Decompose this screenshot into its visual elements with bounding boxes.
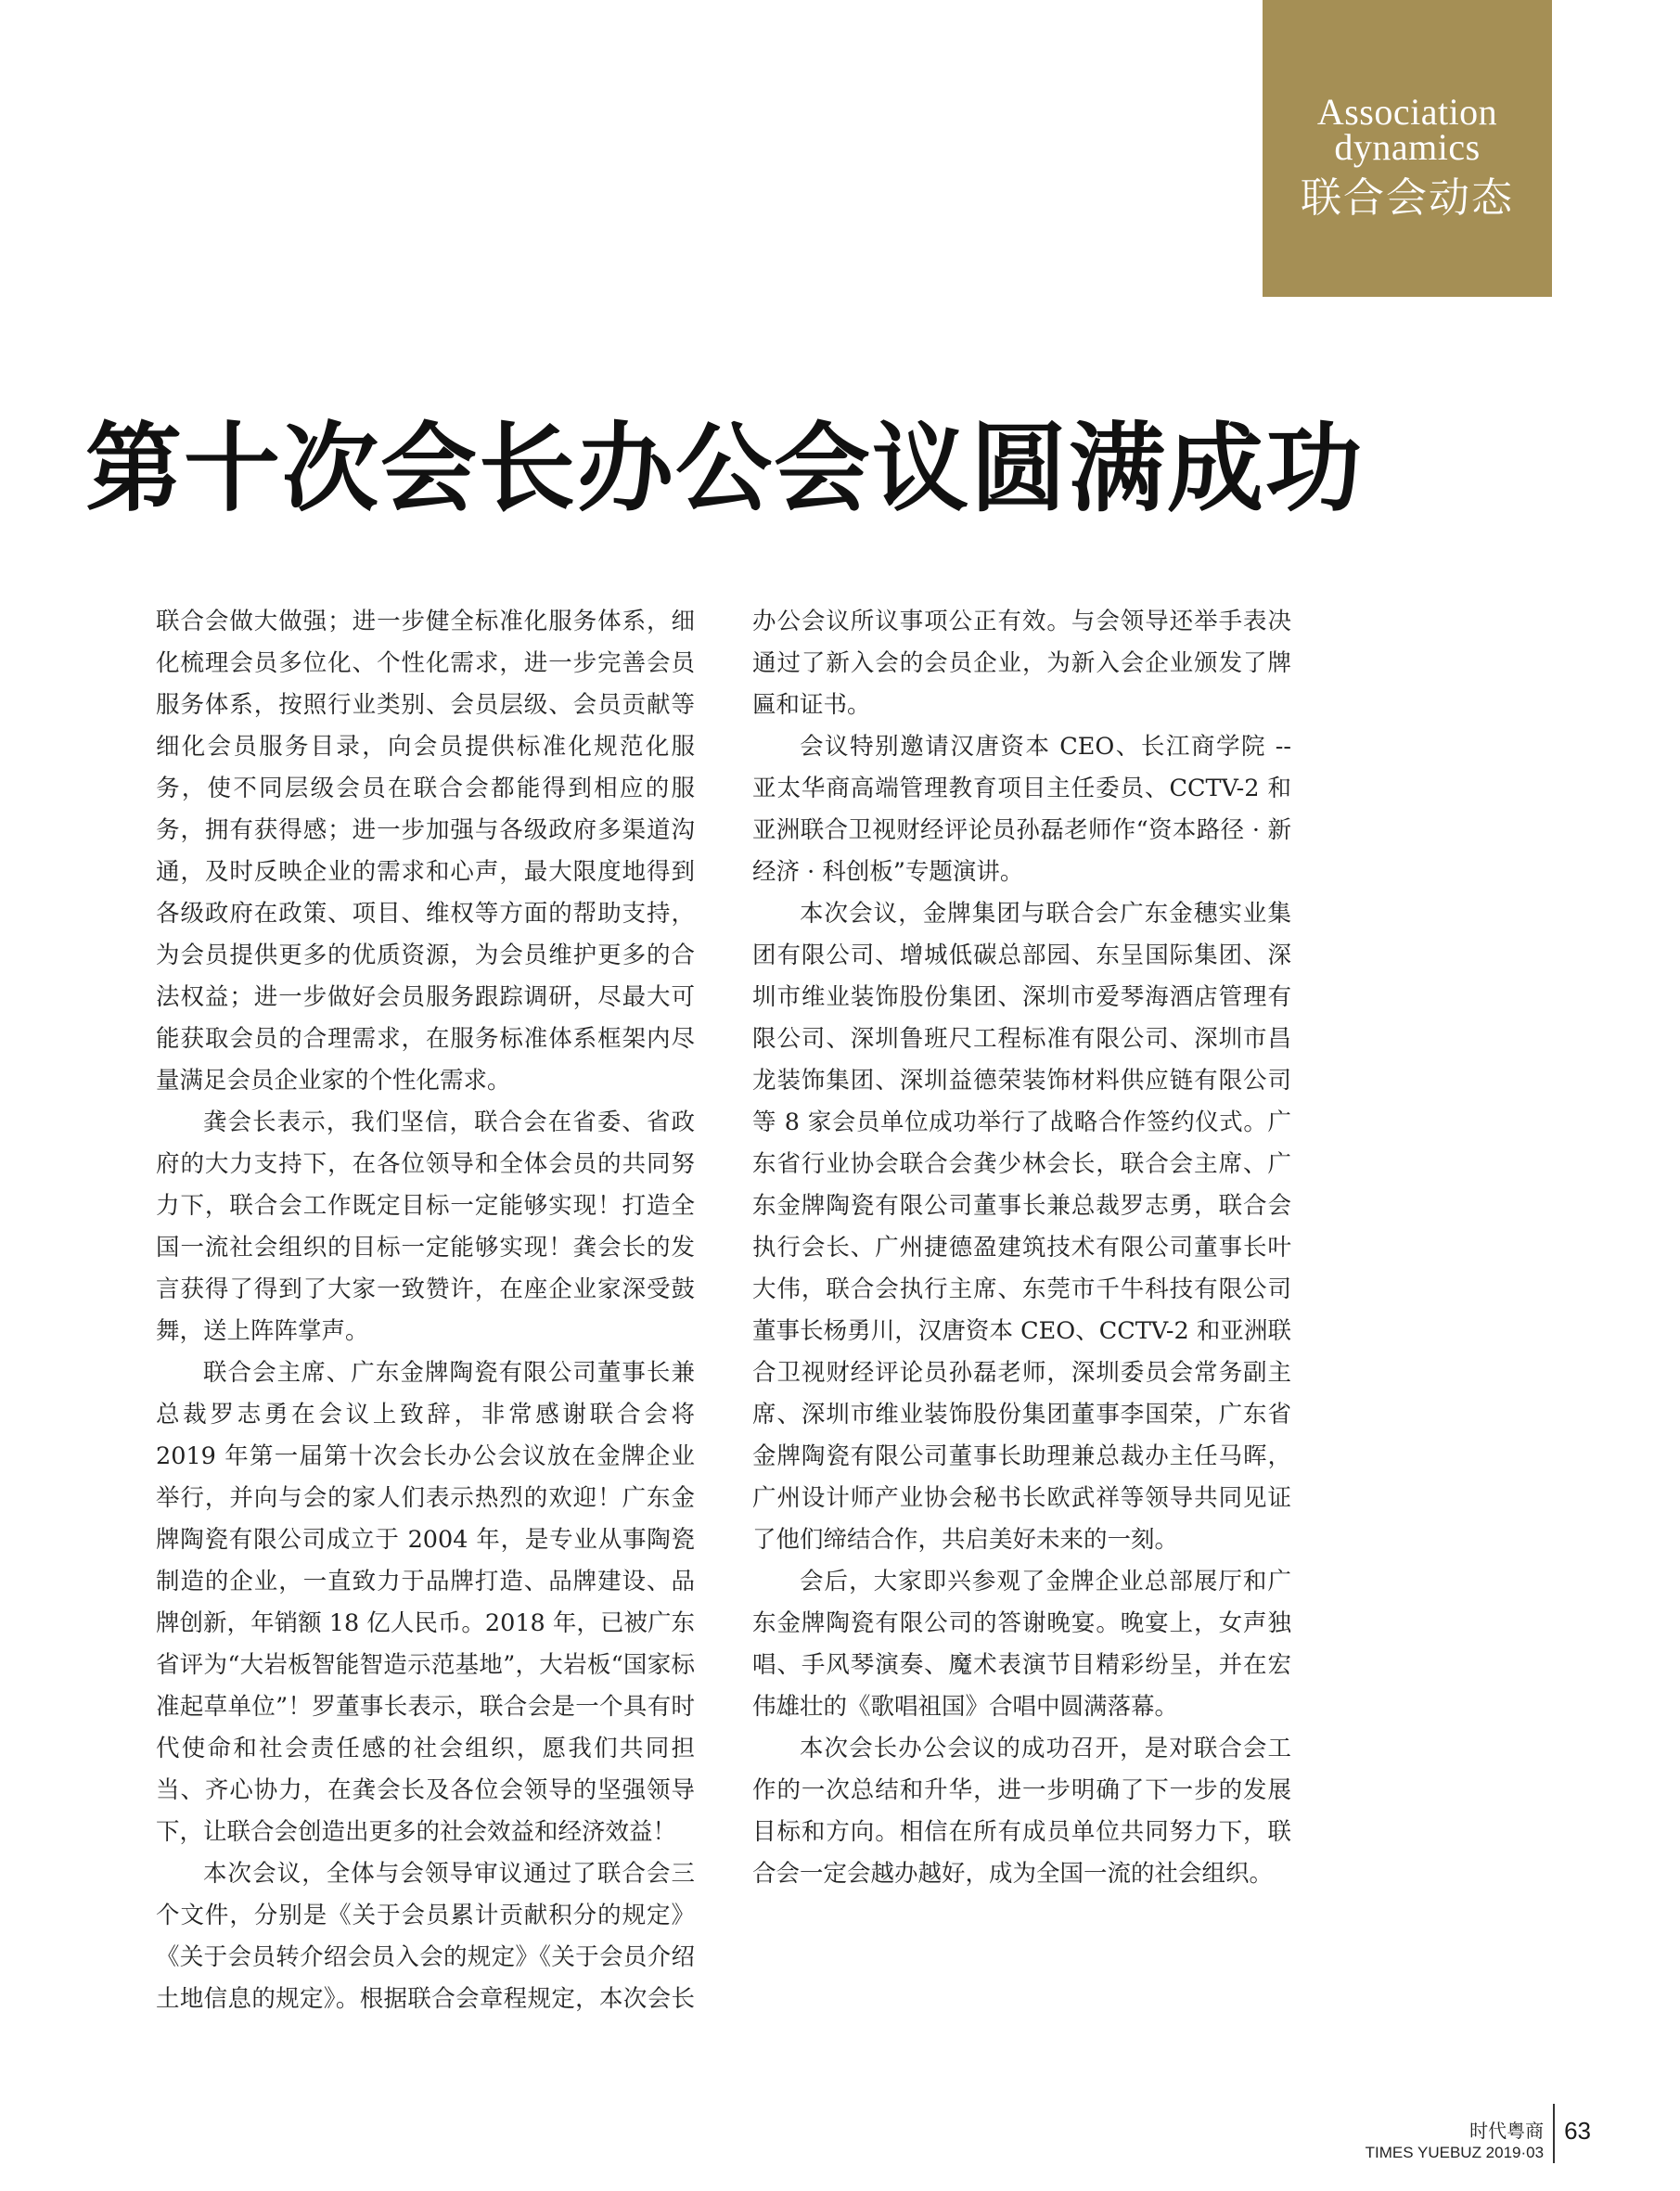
paragraph-5: 会议特别邀请汉唐资本 CEO、长江商学院 -- 亚太华商高端管理教育项目主任委员、CCTV-2 和亚洲联合卫视财经评论员孙磊老师作“资本路径 · 新经济 · 科创板”专题演讲。 [752, 733, 1291, 886]
paragraph-2: 龚会长表示，我们坚信，联合会在省委、省政府的大力支持下，在各位领导和全体会员的共同努力下，联合会工作既定目标一定能够实现！打造全国一流社会组织的目标一定能够实现！龚会长的发言获得了得到了大家一致赞许，在座企业家深受鼓舞，送上阵阵掌声。 [156, 1108, 695, 1345]
paragraph-3: 联合会主席、广东金牌陶瓷有限公司董事长兼总裁罗志勇在会议上致辞，非常感谢联合会将 2019 年第一届第十次会长办公会议放在金牌企业举行，并向与会的家人们表示热烈的欢迎！广东金牌陶瓷有限公司成立于 2004 年，是专业从事陶瓷制造的企业，一直致力于品牌打造、品牌建设、品牌创新，年销额 18 亿人民币。2018 年，已被广东省评为“大岩板智能智造示范基地”，大岩板“国家标准起草单位”！罗董事长表示，联合会是一个具有时代使命和社会责任感的社会组织，愿我们共同担当、齐心协力，在龚会长及各位会领导的坚强领导下，让联合会创造出更多的社会效益和经济效益！ [156, 1359, 695, 1846]
section-title-zh: 联合会动态 [1301, 174, 1514, 222]
magazine-name-cn: 时代粤商 [1469, 2120, 1545, 2142]
section-title-en-line1: Association [1316, 91, 1498, 133]
article-headline: 第十次会长办公会议圆满成功 [85, 411, 1365, 525]
paragraph-8: 本次会长办公会议的成功召开，是对联合会工作的一次总结和升华，进一步明确了下一步的发展目标和方向。相信在所有成员单位共同努力下，联合会一定会越办越好，成为全国一流的社会组织。 [752, 1735, 1291, 1888]
magazine-issue: TIMES YUEBUZ 2019·03 [1365, 2144, 1545, 2161]
section-tag [1263, 0, 1552, 297]
paragraph-7: 会后，大家即兴参观了金牌企业总部展厅和广东金牌陶瓷有限公司的答谢晚宴。晚宴上，女声独唱、手风琴演奏、魔术表演节目精彩纷呈，并在宏伟雄壮的《歌唱祖国》合唱中圆满落幕。 [752, 1568, 1291, 1721]
page-footer [1366, 2098, 1591, 2163]
section-title-en-line2: dynamics [1334, 126, 1481, 168]
paragraph-6: 本次会议，金牌集团与联合会广东金穗实业集团有限公司、增城低碳总部园、东呈国际集团、深圳市维业装饰股份集团、深圳市爱琴海酒店管理有限公司、深圳鲁班尺工程标准有限公司、深圳市昌龙装饰集团、深圳益德荣装饰材料供应链有限公司等 8 家会员单位成功举行了战略合作签约仪式。广东省行业协会联合会龚少林会长，联合会主席、广东金牌陶瓷有限公司董事长兼总裁罗志勇，联合会执行会长、广州捷德盈建筑技术有限公司董事长叶大伟，联合会执行主席、东莞市千牛科技有限公司董事长杨勇川，汉唐资本 CEO、CCTV-2 和亚洲联合卫视财经评论员孙磊老师，深圳委员会常务副主席、深圳市维业装饰股份集团董事李国荣，广东省金牌陶瓷有限公司董事长助理兼总裁办主任马晖，广州设计师产业协会秘书长欧武祥等领导共同见证了他们缔结合作，共启美好未来的一刻。 [752, 900, 1291, 1554]
page-number: 63 [1564, 2117, 1591, 2145]
article-body [156, 601, 1291, 2048]
paragraph-1: 联合会做大做强；进一步健全标准化服务体系，细化梳理会员多位化、个性化需求，进一步完善会员服务体系，按照行业类别、会员层级、会员贡献等细化会员服务目录，向会员提供标准化规范化服务，使不同层级会员在联合会都能得到相应的服务，拥有获得感；进一步加强与各级政府多渠道沟通，及时反映企业的需求和心声，最大限度地得到各级政府在政策、项目、维权等方面的帮助支持，为会员提供更多的优质资源，为会员维护更多的合法权益；进一步做好会员服务跟踪调研，尽最大可能获取会员的合理需求，在服务标准体系框架内尽量满足会员企业家的个性化需求。 [156, 608, 695, 1095]
magazine-info [1366, 2119, 1553, 2163]
paragraph-4: 本次会议，全体与会领导审议通过了联合会三个文件，分别是《关于会员累计贡献积分的规定》《关于会员转介绍会员入会的规定》《关于会员介绍土地信息的规定》。根据联合会章程规定，本次会长办公会议所议事项公正有效。与会领导还举手表决通过了新入会的会员企业，为新入会企业颁发了牌匾和证书。 [156, 608, 1291, 2013]
